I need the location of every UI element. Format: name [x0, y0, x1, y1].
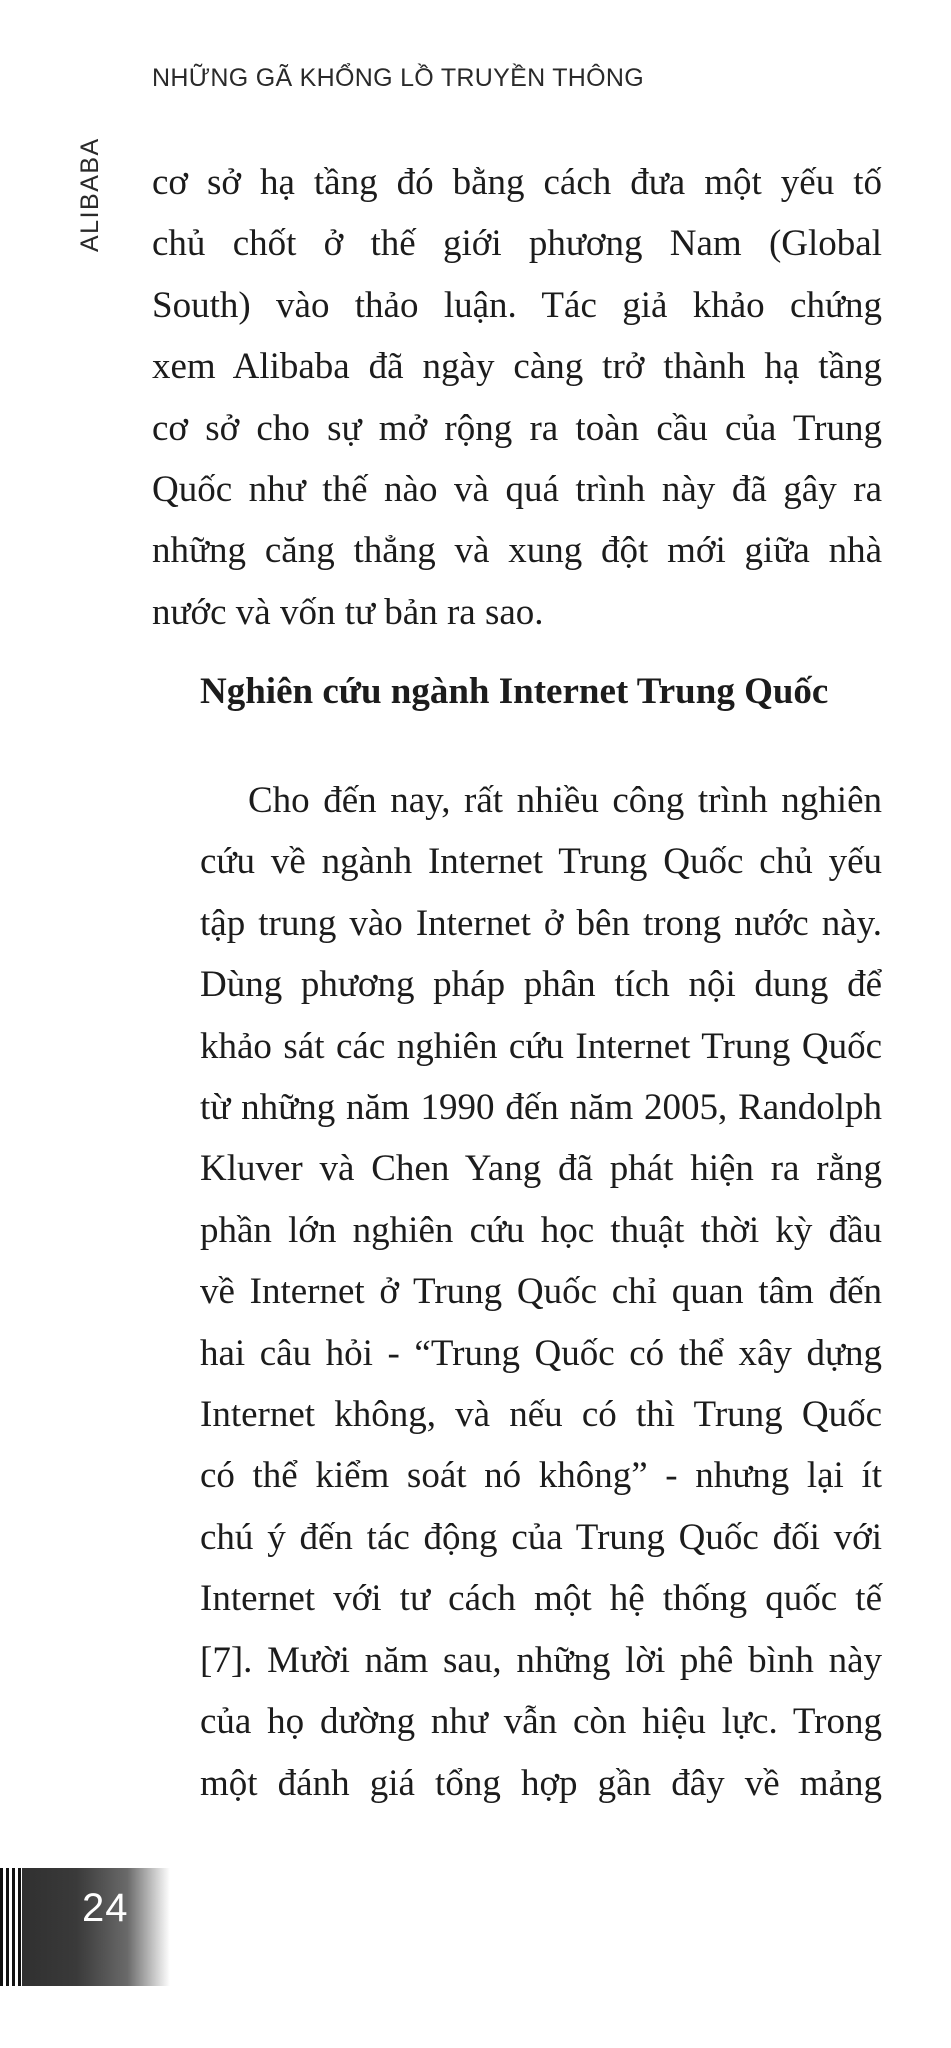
text-line: những căng thẳng và xung đột mới giữa nhà [152, 530, 882, 572]
text-line: Internet với tư cách một hệ thống quốc tế [200, 1578, 882, 1620]
text-line: của họ dường như vẫn còn hiệu lực. Trong [200, 1701, 882, 1743]
text-line: về Internet ở Trung Quốc chỉ quan tâm đến [200, 1271, 882, 1313]
text-line: cứu về ngành Internet Trung Quốc chủ yếu [200, 841, 882, 883]
paragraph-2 [152, 770, 882, 1814]
text-line: cơ sở hạ tầng đó bằng cách đưa một yếu tố [152, 162, 882, 203]
text-line: phần lớn nghiên cứu học thuật thời kỳ đầu [200, 1209, 882, 1251]
footer-stripes [0, 1868, 22, 1986]
text-line: Internet không, và nếu có thì Trung Quốc [200, 1394, 882, 1436]
text-line: tập trung vào Internet ở bên trong nước này. [200, 902, 882, 944]
text-line: hai câu hỏi - “Trung Quốc có thể xây dựng [200, 1332, 882, 1374]
text-line: Dùng phương pháp phân tích nội dung để [200, 964, 882, 1006]
page-number: 24 [82, 1886, 129, 1930]
text-line: một đánh giá tổng hợp gần đây về mảng [200, 1762, 882, 1804]
text-line: Kluver và Chen Yang đã phát hiện ra rằng [200, 1148, 882, 1190]
text-line: South) vào thảo luận. Tác giả khảo chứng [152, 284, 882, 326]
text-line: chủ chốt ở thế giới phương Nam (Global [152, 223, 882, 265]
text-line: có thể kiểm soát nó không” - nhưng lại ít [200, 1455, 882, 1497]
running-header: NHỮNG GÃ KHỔNG LỒ TRUYỀN THÔNG [152, 64, 644, 92]
paragraph-1 [152, 152, 882, 643]
text-line: Quốc như thế nào và quá trình này đã gây ra [152, 469, 882, 511]
text-line: Cho đến nay, rất nhiều công trình nghiên [248, 780, 882, 821]
text-line: từ những năm 1990 đến năm 2005, Randolph [200, 1087, 882, 1129]
section-heading: Nghiên cứu ngành Internet Trung Quốc [200, 671, 829, 712]
text-line: chú ý đến tác động của Trung Quốc đối với [200, 1516, 882, 1558]
text-line: nước và vốn tư bản ra sao. [152, 591, 544, 633]
side-label: ALIBABA [76, 137, 104, 252]
text-line: [7]. Mười năm sau, những lời phê bình này [200, 1639, 882, 1681]
text-line: khảo sát các nghiên cứu Internet Trung Quốc [200, 1025, 882, 1067]
text-line: xem Alibaba đã ngày càng trở thành hạ tầng [152, 346, 882, 388]
text-line: cơ sở cho sự mở rộng ra toàn cầu của Trung [152, 407, 882, 449]
